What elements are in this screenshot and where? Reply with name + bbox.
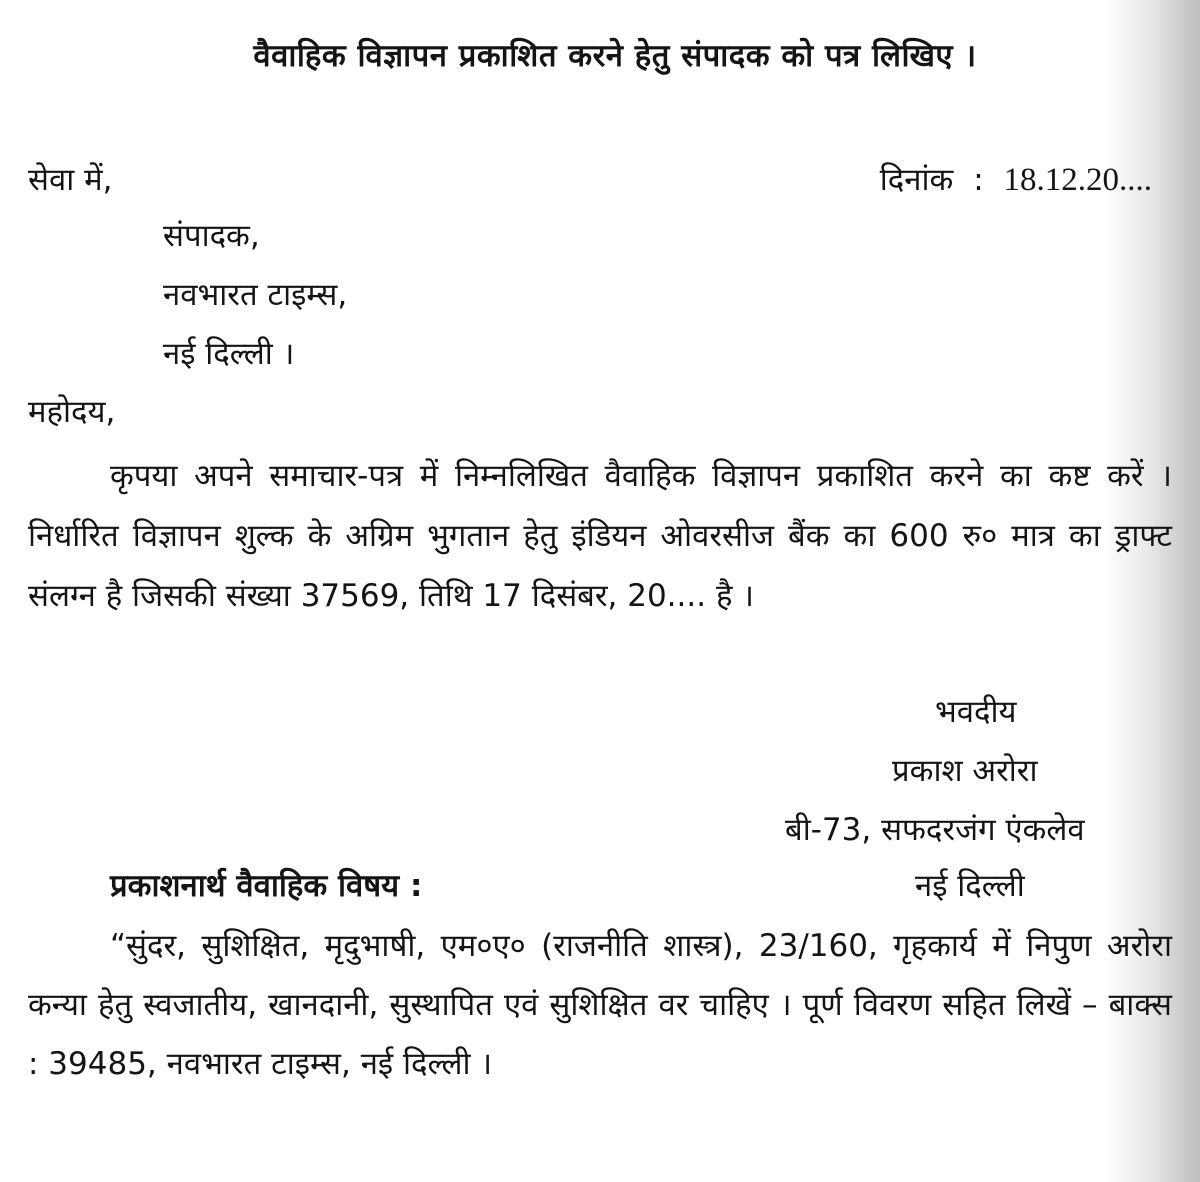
- date-separator: :: [973, 162, 984, 198]
- date-value: 18.12.20....: [1003, 162, 1152, 198]
- sender-city: नई दिल्ली: [915, 868, 1025, 904]
- greeting: महोदय,: [28, 394, 116, 430]
- recipient-newspaper: नवभारत टाइम्स,: [163, 277, 348, 313]
- letter-date: [880, 160, 1152, 200]
- date-label: दिनांक: [879, 162, 954, 198]
- sender-name: प्रकाश अरोरा: [892, 753, 1038, 789]
- recipient-city: नई दिल्ली ।: [163, 336, 295, 372]
- page-title: वैवाहिक विज्ञापन प्रकाशित करने हेतु संपादक को पत्र लिखिए ।: [253, 38, 977, 74]
- salutation-to: सेवा में,: [28, 162, 113, 198]
- recipient-designation: संपादक,: [163, 218, 260, 254]
- ad-heading: प्रकाशनार्थ वैवाहिक विषय :: [110, 868, 423, 904]
- ad-text: “सुंदर, सुशिक्षित, मृदुभाषी, एम०ए० (राजनीति शास्त्र), 23/160, गृहकार्य में निपुण अरोरा कन्या हेतु स्वजातीय, खानदानी, सुस्थापित एवं सुशिक्षित वर चाहिए । पूर्ण विवरण सहित लिखें – बाक्स : 39485, नवभारत टाइम्स, नई दिल्ली ।: [28, 928, 1172, 1082]
- valediction: भवदीय: [935, 694, 1017, 730]
- sender-address: बी-73, सफदरजंग एंकलेव: [785, 812, 1085, 848]
- letter-body: कृपया अपने समाचार-पत्र में निम्नलिखित वैवाहिक विज्ञापन प्रकाशित करने का कष्ट करें । निर्धारित विज्ञापन शुल्क के अग्रिम भुगतान हेतु इंडियन ओवरसीज बैंक का 600 रु० मात्र का ड्राफ्ट संलग्न है जिसकी संख्या 37569, तिथि 17 दिसंबर, 20.... है ।: [28, 458, 1172, 614]
